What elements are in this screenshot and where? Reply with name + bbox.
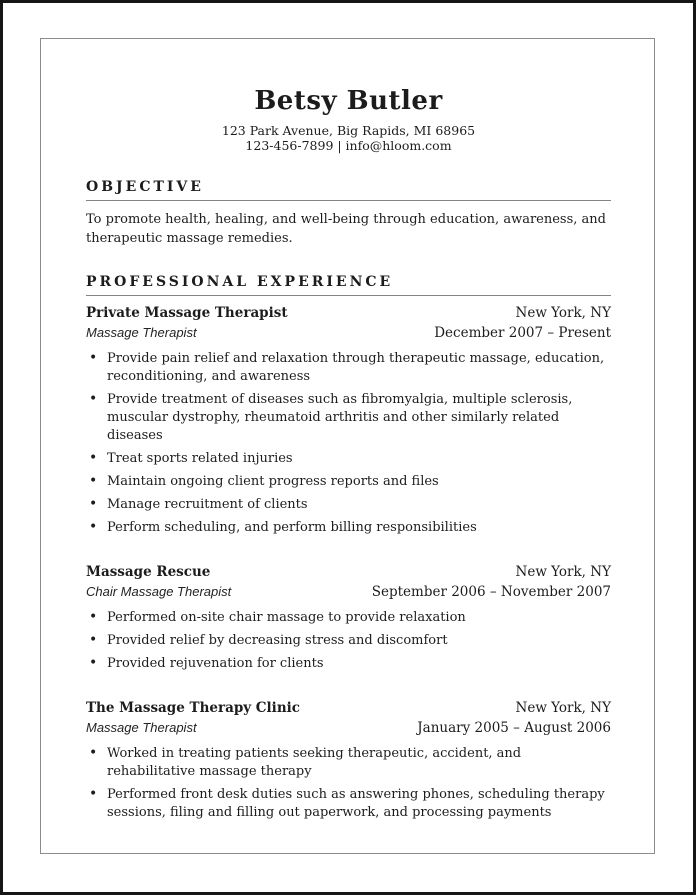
job-bullet: • Treat sports related injuries — [86, 450, 611, 468]
experience-heading: PROFESSIONAL EXPERIENCE — [86, 274, 611, 296]
job-title: Massage Therapist — [86, 325, 197, 340]
company-name: The Massage Therapy Clinic — [86, 700, 300, 716]
job-bullet: • Provide treatment of diseases such as fibromyalgia, multiple sclerosis, muscular dystrophy, rheumatoid arthritis and other similarly related diseases — [86, 391, 611, 445]
job-header-row — [86, 305, 611, 321]
address-line: 123 Park Avenue, Big Rapids, MI 68965 — [221, 123, 476, 138]
job-bullet: • Manage recruitment of clients — [86, 496, 611, 514]
job-bullet: • Performed on-site chair massage to provide relaxation — [86, 609, 611, 627]
resume-page — [40, 38, 655, 854]
job-bullet-list — [86, 350, 611, 537]
job-title: Massage Therapist — [86, 720, 197, 735]
job-subheader-row — [86, 584, 611, 600]
job-dates: January 2005 – August 2006 — [417, 720, 611, 736]
job-location: New York, NY — [515, 700, 611, 716]
job-bullet: • Perform scheduling, and perform billing responsibilities — [86, 519, 611, 537]
job-header-row — [86, 700, 611, 716]
job-bullet: • Provided rejuvenation for clients — [86, 655, 611, 673]
candidate-name: Betsy Butler — [254, 86, 443, 116]
job-bullet-list — [86, 745, 611, 822]
job-location: New York, NY — [515, 305, 611, 321]
company-name: Private Massage Therapist — [86, 305, 288, 321]
job-entry — [86, 305, 611, 537]
objective-heading: OBJECTIVE — [86, 179, 611, 201]
job-subheader-row — [86, 720, 611, 736]
job-header-row — [86, 564, 611, 580]
job-subheader-row — [86, 325, 611, 341]
phone-email-line: 123-456-7899 | info@hloom.com — [245, 138, 452, 153]
company-name: Massage Rescue — [86, 564, 211, 580]
job-bullet: • Worked in treating patients seeking therapeutic, accident, and rehabilitative massage therapy — [86, 745, 611, 781]
job-location: New York, NY — [515, 564, 611, 580]
job-title: Chair Massage Therapist — [86, 584, 232, 599]
resume-content — [41, 39, 654, 822]
job-dates: December 2007 – Present — [434, 325, 611, 341]
objective-text: To promote health, healing, and well-being through education, awareness, and therapeutic massage remedies. — [86, 212, 606, 246]
contact-block — [86, 123, 611, 153]
job-bullet: • Provided relief by decreasing stress and discomfort — [86, 632, 611, 650]
job-bullet: • Performed front desk duties such as answering phones, scheduling therapy sessions, filing and filling out paperwork, and processing payments — [86, 786, 611, 822]
job-entry — [86, 564, 611, 673]
job-bullet: • Provide pain relief and relaxation through therapeutic massage, education, reconditioning, and awareness — [86, 350, 611, 386]
job-dates: September 2006 – November 2007 — [371, 584, 611, 600]
job-bullet: • Maintain ongoing client progress reports and files — [86, 473, 611, 491]
job-entry — [86, 700, 611, 822]
job-bullet-list — [86, 609, 611, 673]
